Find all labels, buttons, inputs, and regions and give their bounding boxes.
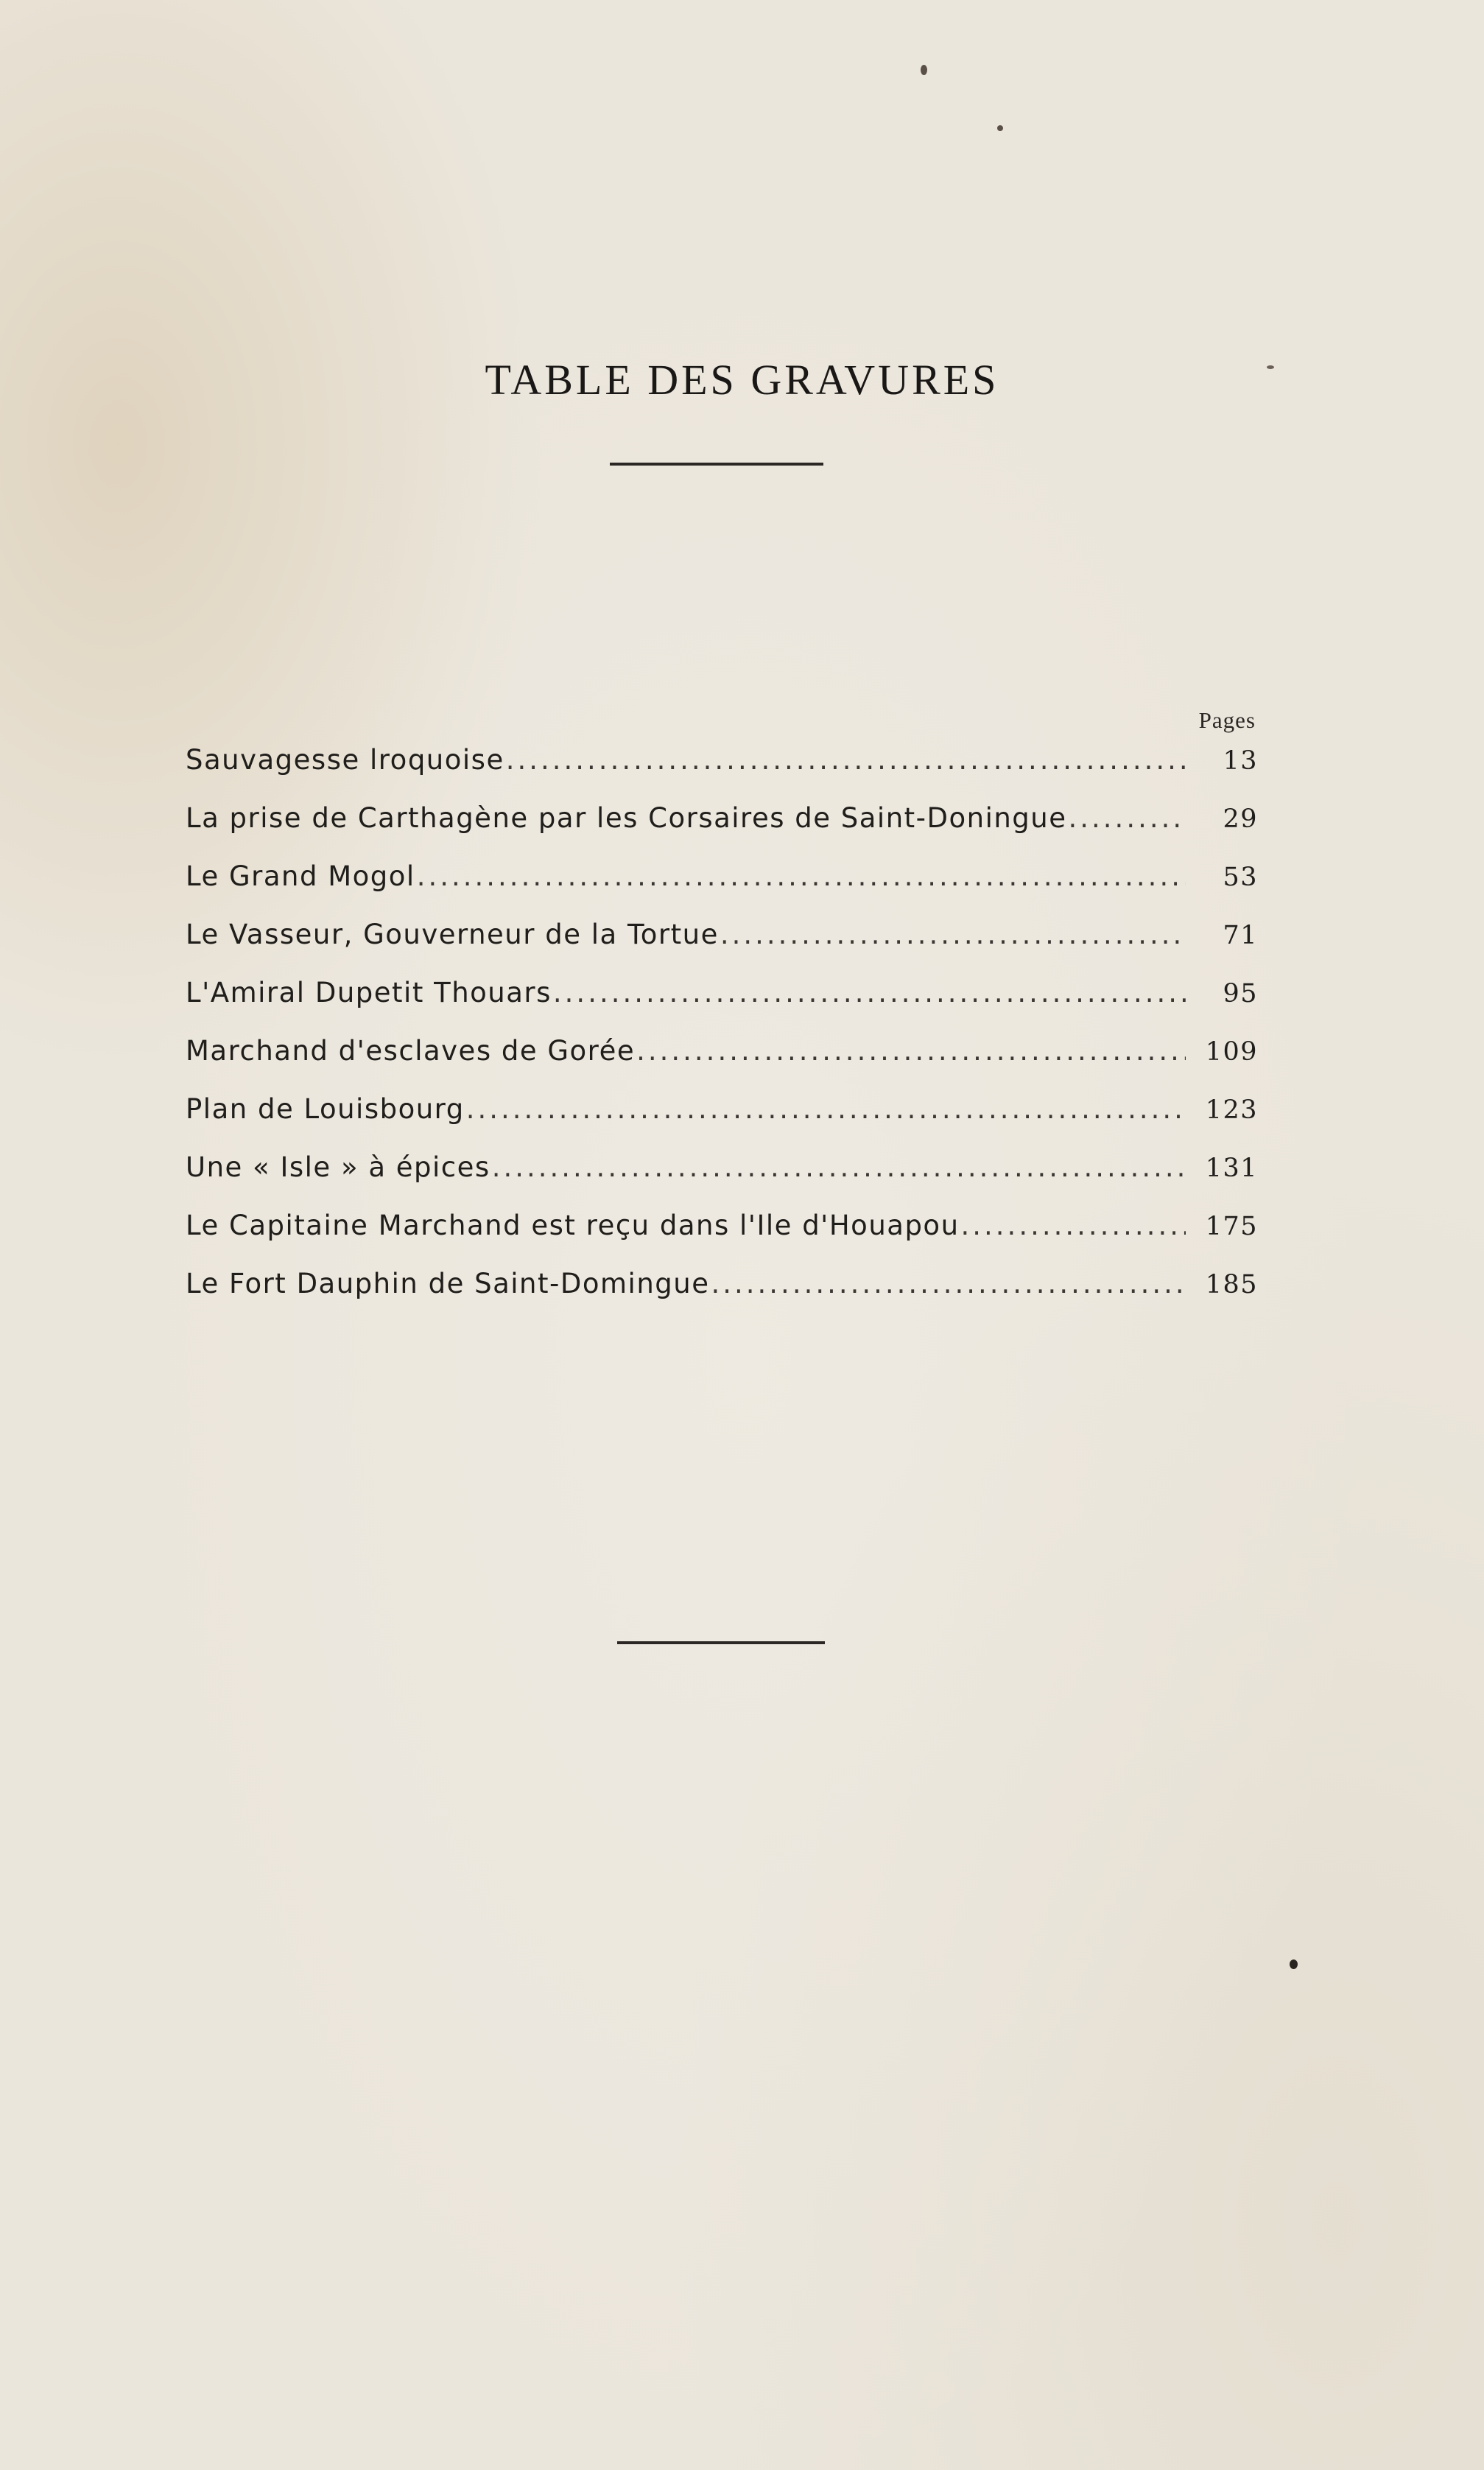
dot-leader — [711, 1268, 1186, 1299]
toc-entry — [186, 802, 1258, 860]
title-divider — [610, 463, 823, 466]
toc-entry — [186, 1151, 1258, 1210]
dot-leader — [961, 1210, 1186, 1241]
toc-entry-title: Le Vasseur, Gouverneur de la Tortue — [186, 919, 719, 950]
toc-entry-page: 53 — [1223, 863, 1258, 892]
toc-entry-title: Sauvagesse lroquoise — [186, 744, 504, 776]
paper-speck — [921, 65, 927, 75]
paper-speck — [997, 125, 1003, 131]
toc-entry-title: Le Capitaine Marchand est reçu dans l'Ile d'Houapou — [186, 1210, 960, 1241]
toc-entry-title: Le Fort Dauphin de Saint-Domingue — [186, 1268, 710, 1299]
dot-leader — [466, 1093, 1186, 1125]
closing-divider — [617, 1641, 825, 1644]
toc-entry-title: La prise de Carthagène par les Corsaires de Saint-Doningue — [186, 802, 1067, 834]
toc-entry-title: Plan de Louisbourg — [186, 1093, 465, 1125]
page-title: TABLE DES GRAVURES — [485, 356, 999, 404]
toc-entry — [186, 919, 1258, 977]
toc-entry-page: 175 — [1205, 1212, 1258, 1241]
toc-entry — [186, 977, 1258, 1035]
dot-leader — [417, 860, 1186, 892]
toc-entry-page: 95 — [1223, 979, 1258, 1008]
toc-entry — [186, 1268, 1258, 1326]
toc-entry-page: 71 — [1223, 921, 1258, 950]
toc-entry — [186, 860, 1258, 919]
toc-entry-page: 13 — [1223, 746, 1258, 776]
toc-entry — [186, 744, 1258, 802]
table-of-engravings — [186, 744, 1258, 1326]
toc-entry-title: Une « Isle » à épices — [186, 1151, 490, 1183]
dot-leader — [636, 1035, 1186, 1067]
toc-entry-page: 123 — [1205, 1095, 1258, 1125]
dot-leader — [506, 744, 1186, 776]
toc-entry-page: 29 — [1223, 804, 1258, 834]
dot-leader — [720, 919, 1186, 950]
pages-column-header: Pages — [1198, 707, 1256, 733]
toc-entry-title: L'Amiral Dupetit Thouars — [186, 977, 552, 1008]
dot-leader — [1069, 802, 1186, 834]
toc-entry-page: 109 — [1205, 1037, 1258, 1067]
toc-entry-title: Marchand d'esclaves de Gorée — [186, 1035, 636, 1067]
dot-leader — [492, 1151, 1186, 1183]
toc-entry-page: 185 — [1205, 1270, 1258, 1299]
toc-entry — [186, 1035, 1258, 1093]
toc-entry — [186, 1210, 1258, 1268]
toc-entry-title: Le Grand Mogol — [186, 860, 415, 892]
paper-speck — [1290, 1959, 1298, 1969]
toc-entry — [186, 1093, 1258, 1151]
dot-leader — [553, 977, 1186, 1008]
toc-entry-page: 131 — [1205, 1154, 1258, 1183]
